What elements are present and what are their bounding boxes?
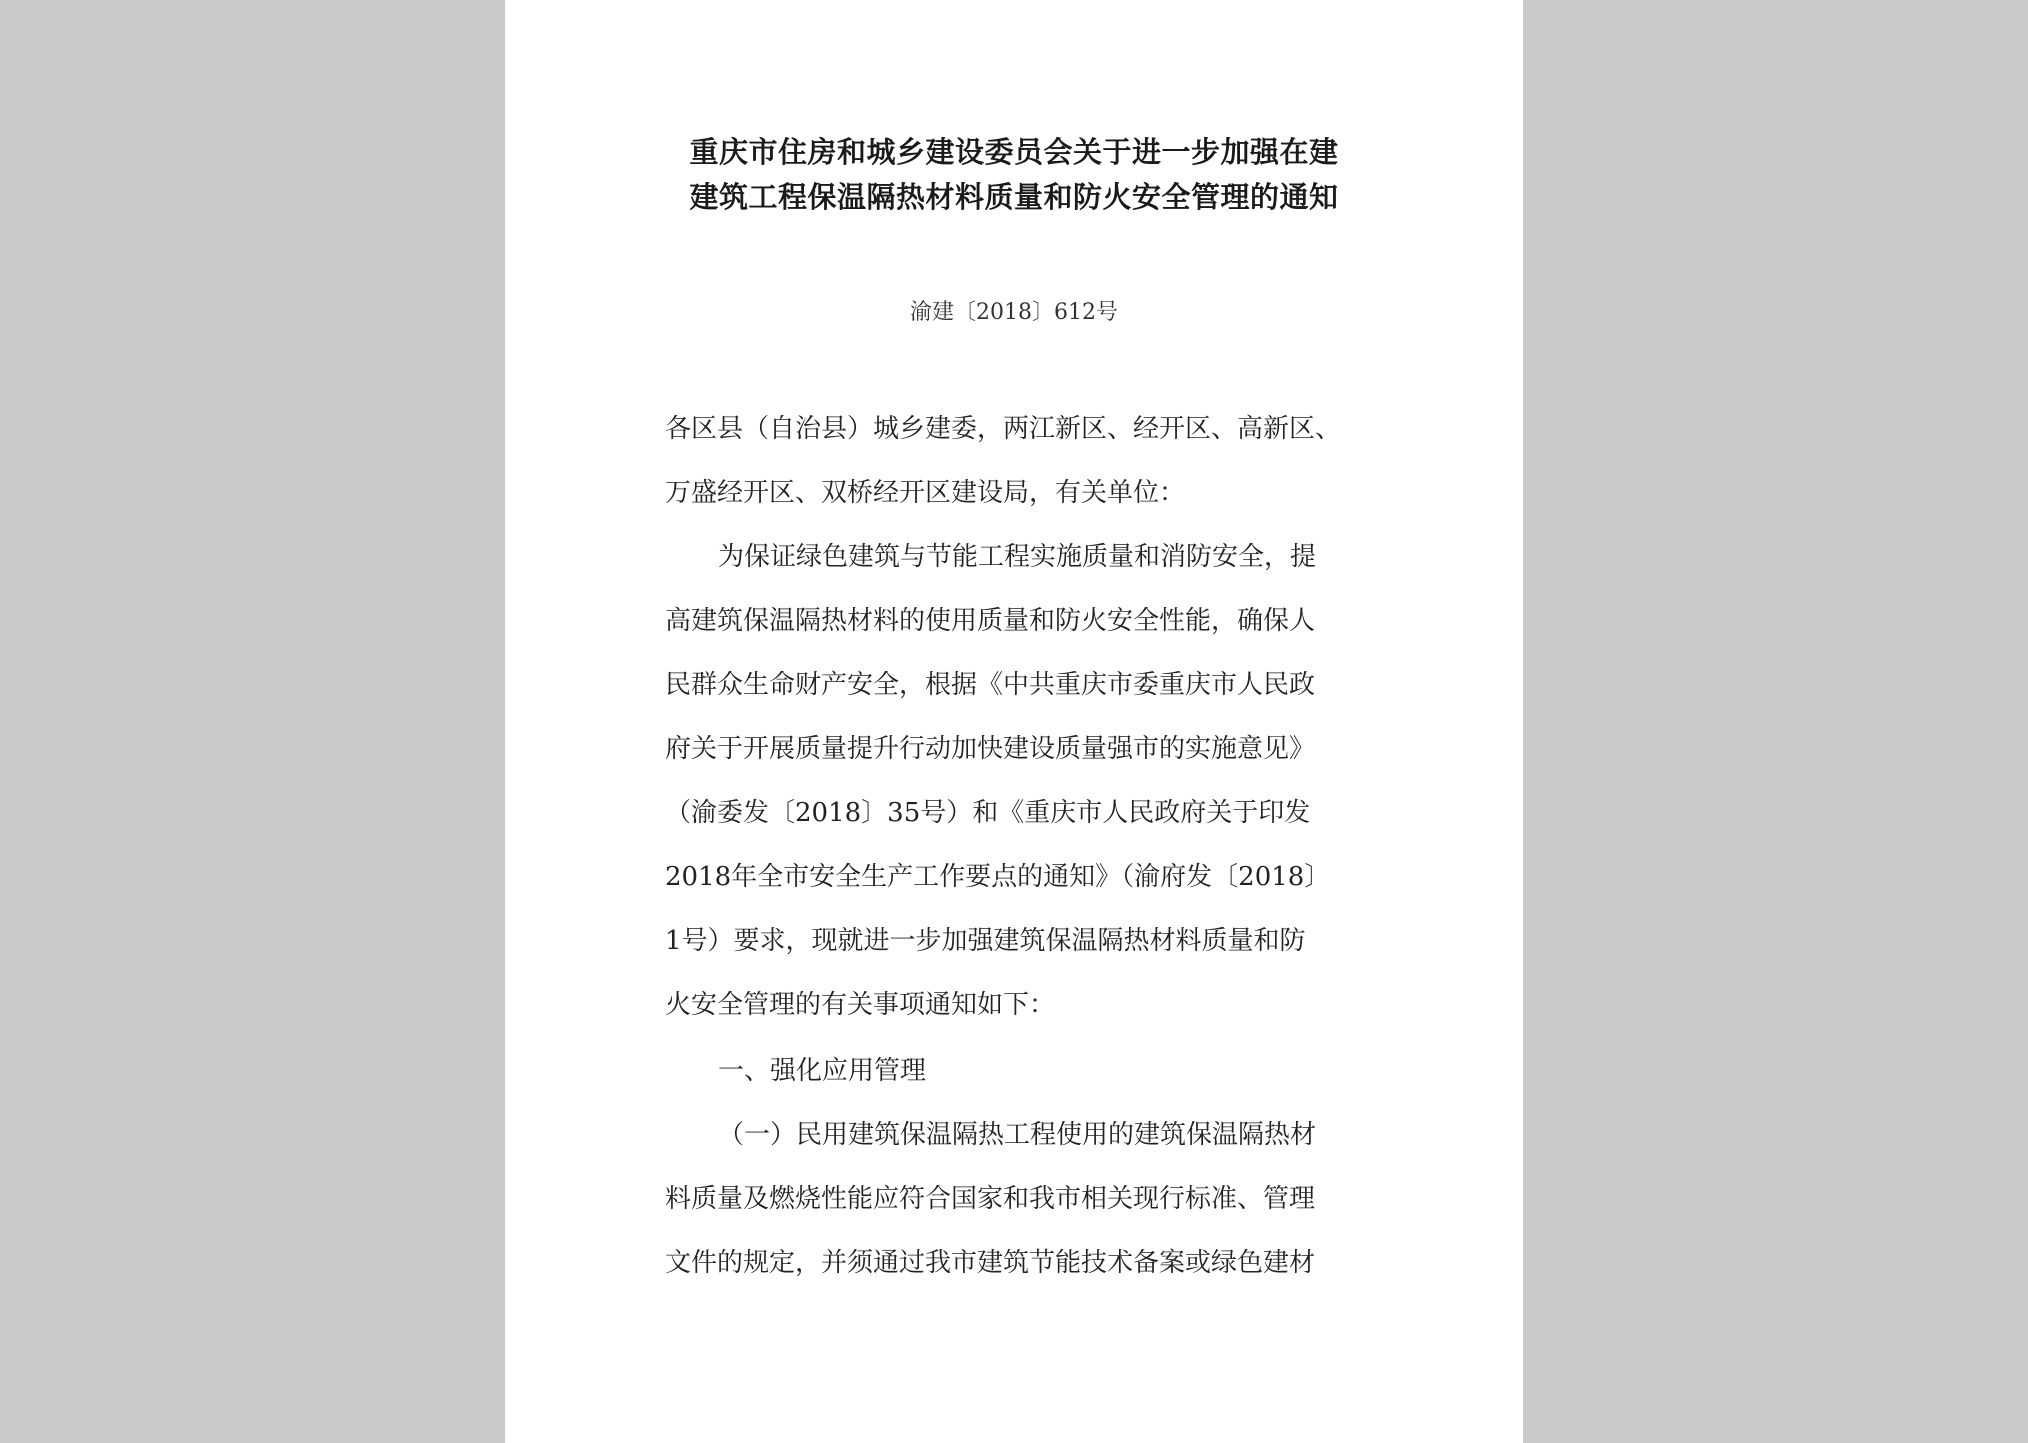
body-line-3: 为保证绿色建筑与节能工程实施质量和消防安全，提 (718, 542, 1317, 572)
body-line-8: 2018年全市安全生产工作要点的通知》（渝府发〔2018〕 (665, 862, 1331, 892)
document-number: 渝建〔2018〕612号 (910, 300, 1118, 325)
body-line-5: 民群众生命财产安全，根据《中共重庆市委重庆市人民政 (665, 670, 1316, 700)
document-title-line-1: 重庆市住房和城乡建设委员会关于进一步加强在建 (689, 135, 1339, 169)
body-line-6: 府关于开展质量提升行动加快建设质量强市的实施意见》 (665, 734, 1316, 764)
body-line-9: 1号）要求，现就进一步加强建筑保温隔热材料质量和防 (665, 926, 1306, 956)
body-line-4: 高建筑保温隔热材料的使用质量和防火安全性能，确保人 (665, 606, 1316, 636)
section-heading-1: 一、强化应用管理 (718, 1056, 927, 1086)
body-line-7: （渝委发〔2018〕35号）和《重庆市人民政府关于印发 (665, 798, 1311, 828)
body-line-14: 文件的规定，并须通过我市建筑节能技术备案或绿色建材 (665, 1248, 1316, 1278)
body-line-13: 料质量及燃烧性能应符合国家和我市相关现行标准、管理 (665, 1184, 1316, 1214)
body-line-2: 万盛经开区、双桥经开区建设局，有关单位： (665, 478, 1186, 508)
document-page (505, 0, 1523, 1443)
body-line-10: 火安全管理的有关事项通知如下： (665, 990, 1056, 1020)
body-line-12: （一）民用建筑保温隔热工程使用的建筑保温隔热材 (718, 1120, 1317, 1150)
document-title-line-2: 建筑工程保温隔热材料质量和防火安全管理的通知 (689, 180, 1339, 214)
body-line-1: 各区县（自治县）城乡建委，两江新区、经开区、高新区、 (665, 414, 1342, 444)
